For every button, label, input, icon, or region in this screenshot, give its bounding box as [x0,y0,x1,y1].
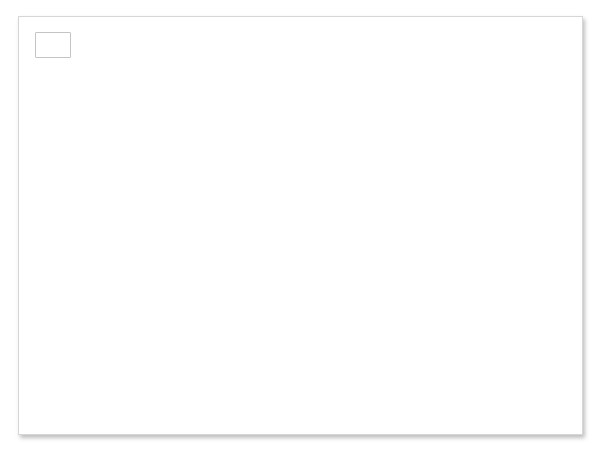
calendar-grid [34,60,566,418]
flag-stripe-green [36,51,70,57]
mauritius-flag-icon [36,33,70,57]
